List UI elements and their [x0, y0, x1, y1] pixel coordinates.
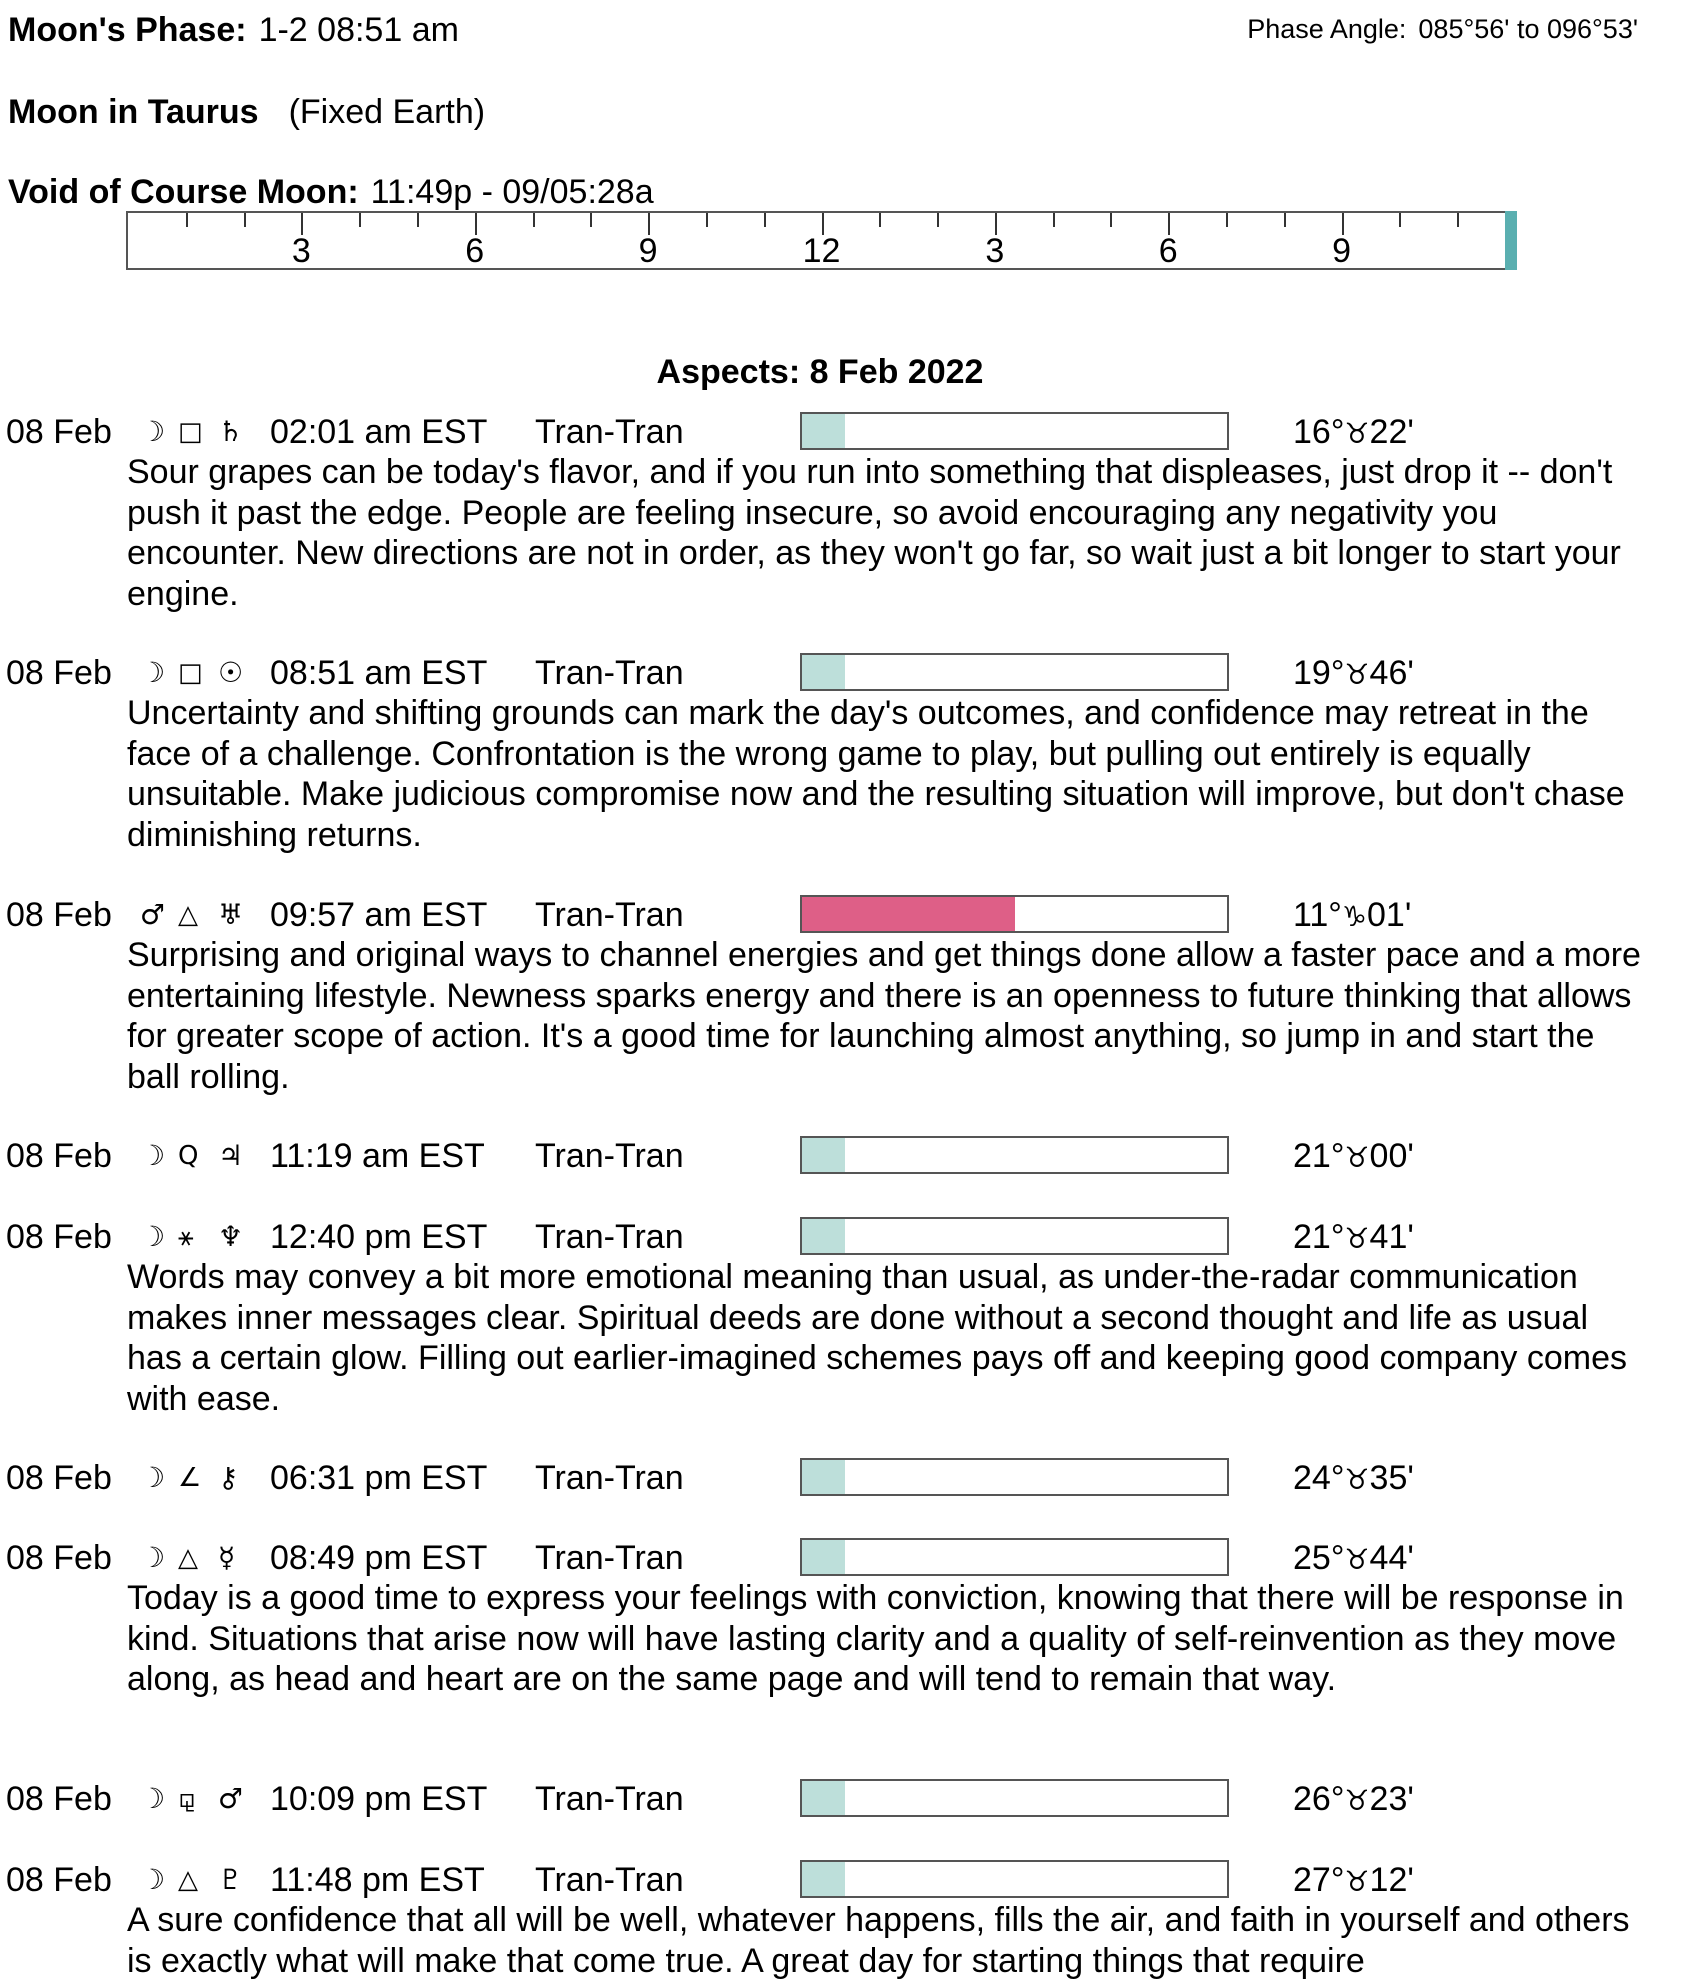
ruler-tick: [879, 213, 881, 227]
ruler-tick: [186, 213, 188, 227]
aspect-strength-fill: [802, 1219, 845, 1253]
aspect-date: 08 Feb: [6, 654, 112, 692]
position-minutes: 46': [1369, 654, 1414, 692]
ruler-tick-label: 6: [465, 232, 485, 270]
moon-icon: ☽: [140, 1461, 166, 1494]
aspect-strength-bar: [800, 1217, 1229, 1255]
jupiter-icon: ♃: [218, 1139, 244, 1172]
zodiac-sign-icon: ♉: [1344, 1543, 1370, 1576]
moon-sign-line: [8, 92, 485, 132]
ruler-tick-label: 9: [638, 232, 658, 270]
aspect-date: 08 Feb: [6, 1780, 112, 1818]
aspect-description: Surprising and original ways to channel energies and get things done allow a faster pace and a more entertaining lifestyle. Newness sparks energy and there is an openness to future thinking that allows for greater scope of action. It's a good time for launching almost anything, so jump in and start the ball rolling.: [127, 936, 1641, 1096]
position-degrees: 21°: [1293, 1218, 1345, 1256]
aspect-position: [1293, 1858, 1414, 1904]
aspect-position: [1293, 410, 1414, 456]
ruler-tick: [1053, 213, 1055, 227]
position-degrees: 16°: [1293, 413, 1345, 451]
aspect-row: [0, 651, 1686, 695]
aspect-kind: Tran-Tran: [535, 1137, 684, 1175]
aspects-heading: Aspects: 8 Feb 2022: [656, 353, 984, 391]
position-minutes: 00': [1369, 1137, 1414, 1175]
aspect-description: Words may convey a bit more emotional meaning than usual, as under-the-radar communication makes inner messages clear. Spiritual deeds are done without a second thought and life as usual has a certain glow. Filling out earlier-imagined schemes pays off and keeping good company comes with ease.: [127, 1258, 1627, 1418]
aspect-strength-bar: [800, 1860, 1229, 1898]
aspect-description: Uncertainty and shifting grounds can mark the day's outcomes, and confidence may retreat in the face of a challenge. Confrontation is the wrong game to play, but pulling out entirely is equally unsuitable. Make judicious compromise now and the resulting situation will improve, but don't chase diminishing returns.: [127, 694, 1625, 854]
void-of-course-timeline: [126, 211, 1517, 270]
ruler-tick: [1457, 213, 1459, 227]
aspect-strength-fill: [802, 897, 1015, 931]
aspect-kind: Tran-Tran: [535, 896, 684, 934]
ruler-tick: [764, 213, 766, 227]
ruler-tick: [244, 213, 246, 227]
ruler-tick: [359, 213, 361, 227]
uranus-icon: ♅: [218, 898, 244, 931]
aspect-row: [0, 1134, 1686, 1178]
ruler-tick: [706, 213, 708, 227]
aspect-kind: Tran-Tran: [535, 413, 684, 451]
aspect-position: [1293, 893, 1411, 939]
aspect-strength-fill: [802, 655, 845, 689]
position-minutes: 12': [1369, 1861, 1414, 1899]
aspect-strength-bar: [800, 1538, 1229, 1576]
moon-sign-label: Moon in Taurus: [8, 93, 259, 131]
aspect-strength-fill: [802, 1460, 845, 1494]
moon-icon: ☽: [140, 415, 166, 448]
quintile-icon: Q: [178, 1141, 199, 1171]
phase-angle-value: 085°56' to 096°53': [1418, 14, 1638, 44]
aspect-time: 12:40 pm EST: [270, 1218, 488, 1256]
zodiac-sign-icon: ♉: [1344, 1141, 1370, 1174]
position-degrees: 25°: [1293, 1539, 1345, 1577]
aspect-strength-bar: [800, 412, 1229, 450]
trine-icon: △: [178, 1543, 198, 1573]
aspect-time: 02:01 am EST: [270, 413, 488, 451]
ruler-tick: [937, 213, 939, 227]
ruler-tick: [1399, 213, 1401, 227]
position-minutes: 35': [1369, 1459, 1414, 1497]
aspect-date: 08 Feb: [6, 413, 112, 451]
position-minutes: 44': [1369, 1539, 1414, 1577]
ruler-tick: [417, 213, 419, 227]
zodiac-sign-icon: ♉: [1344, 658, 1370, 691]
aspect-strength-fill: [802, 1781, 845, 1815]
phase-angle: [1247, 12, 1638, 46]
aspect-row: [0, 1858, 1686, 1902]
zodiac-sign-icon: ♉: [1344, 417, 1370, 450]
trine-icon: △: [178, 1865, 198, 1895]
pluto-icon: ♇: [218, 1863, 244, 1896]
ruler-tick: [590, 213, 592, 227]
aspect-strength-bar: [800, 1458, 1229, 1496]
aspect-row: [0, 1536, 1686, 1580]
neptune-icon: ♆: [218, 1220, 244, 1253]
position-degrees: 26°: [1293, 1780, 1345, 1818]
aspect-position: [1293, 651, 1414, 697]
aspect-strength-fill: [802, 1138, 845, 1172]
position-minutes: 22': [1369, 413, 1414, 451]
moon-icon: ☽: [140, 1782, 166, 1815]
mars-icon: ♂: [140, 898, 166, 931]
void-of-course-line: [8, 172, 654, 212]
aspect-row: [0, 1456, 1686, 1500]
aspect-row: [0, 1215, 1686, 1259]
zodiac-sign-icon: ♑: [1341, 900, 1368, 933]
aspect-kind: Tran-Tran: [535, 1780, 684, 1818]
ruler-tick-label: 3: [985, 232, 1005, 270]
trine-icon: △: [178, 900, 198, 930]
aspect-row: [0, 893, 1686, 937]
aspect-time: 08:51 am EST: [270, 654, 488, 692]
aspect-strength-bar: [800, 895, 1229, 933]
aspect-position: [1293, 1456, 1414, 1502]
aspect-time: 11:19 am EST: [270, 1137, 485, 1175]
position-degrees: 27°: [1293, 1861, 1345, 1899]
aspect-date: 08 Feb: [6, 1459, 112, 1497]
aspect-position: [1293, 1777, 1414, 1823]
void-of-course-label: Void of Course Moon:: [8, 173, 359, 211]
aspect-date: 08 Feb: [6, 1539, 112, 1577]
aspect-strength-fill: [802, 1540, 845, 1574]
aspect-position: [1293, 1215, 1414, 1261]
square-icon: □: [178, 417, 203, 447]
moon-icon: ☽: [140, 1220, 166, 1253]
position-minutes: 41': [1369, 1218, 1414, 1256]
square-icon: □: [178, 658, 203, 688]
aspect-strength-bar: [800, 653, 1229, 691]
aspect-kind: Tran-Tran: [535, 654, 684, 692]
aspect-row: [0, 1777, 1686, 1821]
moon-icon: ☽: [140, 1541, 166, 1574]
aspect-description: A sure confidence that all will be well, whatever happens, fills the air, and faith in yourself and others is exactly what will make that come true. A great day for starting things that require: [127, 1901, 1630, 1980]
moon-icon: ☽: [140, 656, 166, 689]
position-minutes: 01': [1367, 896, 1412, 934]
aspect-description: Today is a good time to express your feelings with conviction, knowing that there will be response in kind. Situations that arise now will have lasting clarity and a quality of self-reinvention as they move along, as head and heart are on the same page and will tend to remain that way.: [127, 1579, 1624, 1698]
aspect-position: [1293, 1134, 1414, 1180]
ruler-tick-label: 6: [1158, 232, 1178, 270]
aspect-time: 08:49 pm EST: [270, 1539, 488, 1577]
aspect-date: 08 Feb: [6, 896, 112, 934]
chiron-icon: ⚷: [218, 1461, 239, 1494]
moon-icon: ☽: [140, 1139, 166, 1172]
ruler-tick: [1284, 213, 1286, 227]
zodiac-sign-icon: ♉: [1344, 1222, 1370, 1255]
semi-square-icon: ∠: [178, 1463, 202, 1493]
mercury-icon: ☿: [218, 1541, 236, 1574]
zodiac-sign-icon: ♉: [1344, 1865, 1370, 1898]
ruler-tick-label: 9: [1332, 232, 1352, 270]
moon-phase-value: 1-2 08:51 am: [258, 11, 459, 49]
aspect-strength-bar: [800, 1136, 1229, 1174]
phase-angle-label: Phase Angle:: [1247, 14, 1407, 44]
aspect-position: [1293, 1536, 1414, 1582]
aspect-description: Sour grapes can be today's flavor, and if you run into something that displeases, just drop it -- don't push it past the edge. People are feeling insecure, so avoid encouraging any negativity you encounter. New directions are not in order, as they won't go far, so wait just a bit longer to start your engine.: [127, 453, 1621, 613]
aspect-date: 08 Feb: [6, 1861, 112, 1899]
void-of-course-marker: [1505, 211, 1517, 270]
ruler-tick: [1226, 213, 1228, 227]
moon-phase-line: [8, 10, 459, 50]
aspect-time: 11:48 pm EST: [270, 1861, 485, 1899]
aspect-date: 08 Feb: [6, 1137, 112, 1175]
moon-sign-detail: (Fixed Earth): [288, 93, 486, 131]
ruler-tick-label: 12: [802, 232, 841, 270]
ruler-tick-label: 3: [291, 232, 311, 270]
sextile-icon: ⚹: [178, 1222, 194, 1252]
moon-icon: ☽: [140, 1863, 166, 1896]
aspect-strength-fill: [802, 1862, 845, 1896]
position-minutes: 23': [1369, 1780, 1414, 1818]
aspect-strength-fill: [802, 414, 845, 448]
ruler-tick: [533, 213, 535, 227]
aspect-time: 10:09 pm EST: [270, 1780, 488, 1818]
aspect-time: 06:31 pm EST: [270, 1459, 488, 1497]
aspect-kind: Tran-Tran: [535, 1218, 684, 1256]
aspect-strength-bar: [800, 1779, 1229, 1817]
moon-phase-label: Moon's Phase:: [8, 11, 247, 49]
aspect-kind: Tran-Tran: [535, 1459, 684, 1497]
ruler-tick: [1110, 213, 1112, 227]
position-degrees: 21°: [1293, 1137, 1345, 1175]
mars-icon: ♂: [218, 1782, 244, 1815]
aspect-kind: Tran-Tran: [535, 1539, 684, 1577]
position-degrees: 11°: [1293, 896, 1342, 934]
aspect-row: [0, 410, 1686, 454]
aspect-date: 08 Feb: [6, 1218, 112, 1256]
sun-icon: ☉: [218, 656, 244, 689]
aspect-kind: Tran-Tran: [535, 1861, 684, 1899]
position-degrees: 24°: [1293, 1459, 1345, 1497]
position-degrees: 19°: [1293, 654, 1345, 692]
zodiac-sign-icon: ♉: [1344, 1463, 1370, 1496]
saturn-icon: ♄: [218, 415, 244, 448]
void-of-course-value: 11:49p - 09/05:28a: [370, 173, 654, 211]
aspect-time: 09:57 am EST: [270, 896, 488, 934]
sesquiquadrate-icon: ⚼: [178, 1784, 196, 1814]
zodiac-sign-icon: ♉: [1344, 1784, 1370, 1817]
